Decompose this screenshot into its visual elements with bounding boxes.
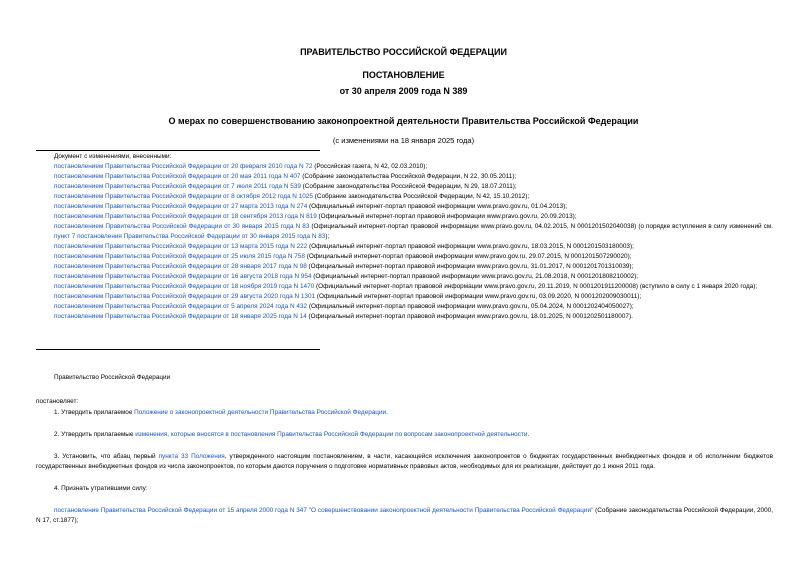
amendment-link[interactable]: постановлением Правительства Российской Федерации от 18 ноября 2019 года N 1470 — [54, 283, 315, 290]
amendment-item — [36, 172, 773, 182]
amendment-source: (Официальный интернет-портал правовой информации www.pravo.gov.ru, 18.01.2025, N 0001202501180007). — [306, 313, 633, 320]
amendment-link[interactable]: постановлением Правительства Российской Федерации от 29 августа 2020 года N 1301 — [54, 293, 316, 300]
amendment-item — [36, 312, 773, 322]
amendment-source: (Официальный интернет-портал правовой информации www.pravo.gov.ru, 05.04.2024, N 0001202404050027); — [307, 303, 634, 310]
amendment-item — [36, 272, 773, 282]
government-heading: ПРАВИТЕЛЬСТВО РОССИЙСКОЙ ФЕДЕРАЦИИ — [300, 47, 507, 57]
amendment-link[interactable]: постановлением Правительства Российской Федерации от 7 июля 2011 года N 539 — [54, 183, 301, 190]
amendment-item — [36, 302, 773, 312]
amendment-source: (Официальный интернет-портал правовой информации www.pravo.gov.ru, 20.09.2013); — [316, 213, 577, 220]
document-type: ПОСТАНОВЛЕНИЕ — [362, 70, 445, 80]
resolution-body — [36, 373, 773, 526]
amendment-source: (Официальный интернет-портал правовой информации www.pravo.gov.ru, 29.07.2015, N 0001201507290020); — [304, 253, 632, 260]
amendment-item — [36, 262, 773, 272]
paragraph-4: 4. Признать утратившими силу: — [54, 485, 148, 492]
amendment-item — [36, 182, 773, 192]
amendment-link[interactable]: постановлением Правительства Российской Федерации от 25 июля 2015 года N 758 — [54, 253, 305, 260]
document-title: О мерах по совершенствованию законопроектной деятельности Правительства Российской Федерации — [168, 116, 639, 126]
amendment-item — [36, 252, 773, 262]
amendment-item — [36, 202, 773, 212]
amendment-source: (Официальный интернет-портал правовой информации www.pravo.gov.ru, 20.11.2019, N 0001201911200008) (вступило в силу с 1 января 2020 года); — [314, 283, 758, 290]
amendment-item — [36, 212, 773, 222]
amendment-link[interactable]: постановлением Правительства Российской Федерации от 20 февраля 2010 года N 72 — [54, 163, 313, 170]
amendment-source: (Официальный интернет-портал правовой информации www.pravo.gov.ru, 31.01.2017, N 0001201701310039); — [306, 263, 634, 270]
paragraph-1-link[interactable]: Положение о законопроектной деятельности Правительства Российской Федерации — [134, 409, 387, 416]
amendments-list — [36, 152, 773, 322]
amendment-item — [36, 222, 773, 242]
amendment-link[interactable]: постановлением Правительства Российской Федерации от 5 апреля 2024 года N 432 — [54, 303, 308, 310]
amendment-link[interactable]: постановлением Правительства Российской Федерации от 18 января 2025 года N 14 — [54, 313, 307, 320]
amendment-source: (Официальный интернет-портал правовой информации www.pravo.gov.ru, 03.09.2020, N 0001202009030011); — [315, 293, 642, 300]
top-divider — [36, 150, 320, 151]
amendment-link[interactable]: постановлением Правительства Российской Федерации от 8 октября 2012 года N 1025 — [54, 193, 313, 200]
paragraph-1: 1. Утвердить прилагаемое Положение о законопроектной деятельности Правительства Российской Федерации. — [54, 409, 388, 416]
amendments-intro: Документ с изменениями, внесенными: — [54, 153, 172, 160]
paragraph-3: 3. Установить, что абзац первый пункта 33 Положения, утвержденного настоящим постановлением, в части, касающейся исключения законопроектов о бюджетах государственных внебюджетных фондов и об исполнении бюджетов государственных внебюджетных фондов из числа законопроектов, по которым даются поручения о подготовке нормативных правовых актов, необходимых для их реализации, действует до 1 июня 2011 года. — [36, 453, 773, 470]
amendment-item — [36, 192, 773, 202]
amendment-item — [36, 282, 773, 292]
amendment-source: (Официальный интернет-портал правовой информации www.pravo.gov.ru, 21.08.2018, N 0001201808210002); — [311, 273, 639, 280]
amendment-link[interactable]: постановлением Правительства Российской Федерации от 27 марта 2013 года N 274 — [54, 203, 308, 210]
amendment-effective-link[interactable]: пункт 7 постановления Правительства Российской Федерации от 30 января 2015 года N 83 — [54, 233, 326, 240]
issuer: Правительство Российской Федерации — [54, 374, 171, 381]
amendment-link[interactable]: постановлением Правительства Российской Федерации от 20 мая 2011 года N 407 — [54, 173, 301, 180]
paragraph-3-link[interactable]: пункта 33 Положения — [158, 453, 225, 460]
amendment-item — [36, 242, 773, 252]
amendment-link[interactable]: постановлением Правительства Российской Федерации от 28 января 2017 года N 98 — [54, 263, 307, 270]
bottom-divider — [36, 349, 320, 350]
amendment-source: (Официальный интернет-портал правовой информации www.pravo.gov.ru, 01.04.2013); — [307, 203, 568, 210]
repealed-act-link[interactable]: постановление Правительства Российской Федерации от 15 апреля 2000 года N 347 "О совершенствовании законопроектной деятельности Правительства Российской Федерации" — [54, 507, 594, 514]
amendment-link[interactable]: постановлением Правительства Российской Федерации от 18 сентября 2013 года N 819 — [54, 213, 317, 220]
amendment-source: (Официальный интернет-портал правовой информации www.pravo.gov.ru, 18.03.2015, N 0001201503180003); — [307, 243, 634, 250]
document-date-number: от 30 апреля 2009 года N 389 — [339, 86, 468, 96]
amendment-item — [36, 162, 773, 172]
amendment-source: (Собрание законодательства Российской Федерации, N 42, 15.10.2012); — [312, 193, 530, 200]
paragraph-2: 2. Утвердить прилагаемые изменения, которые вносятся в постановления Правительства Российской Федерации по вопросам законопроектной деятельности. — [54, 431, 530, 438]
amendment-source: (Официальный интернет-портал правовой информации www.pravo.gov.ru, 04.02.2015, N 0001201502040038) (о порядке вступления в силу изменений см. — [309, 223, 773, 230]
amendment-source: (Собрание законодательства Российской Федерации, N 22, 30.05.2011); — [300, 173, 517, 180]
amendment-source: (Российская газета, N 42, 02.03.2010); — [312, 163, 428, 170]
amendment-source-tail: ); — [325, 233, 330, 240]
amendment-link[interactable]: постановлением Правительства Российской Федерации от 16 августа 2018 года N 954 — [54, 273, 312, 280]
amendment-source: (Собрание законодательства Российской Федерации, N 29, 18.07.2011); — [300, 183, 517, 190]
resolves-word: постановляет: — [36, 398, 79, 405]
paragraph-5: постановление Правительства Российской Федерации от 15 апреля 2000 года N 347 "О совершенствовании законопроектной деятельности Правительства Российской Федерации" (Собрание законодательства Российской Федерации, 2000, N 17, ст.1877); — [36, 507, 773, 524]
paragraph-2-link[interactable]: изменения, которые вносятся в постановления Правительства Российской Федерации по вопросам законопроектной деятельности — [135, 431, 528, 438]
amendment-link[interactable]: постановлением Правительства Российской Федерации от 30 января 2015 года N 83 — [54, 223, 310, 230]
amendment-link[interactable]: постановлением Правительства Российской Федерации от 13 марта 2015 года N 222 — [54, 243, 308, 250]
revision-note: (с изменениями на 18 января 2025 года) — [332, 136, 475, 145]
amendment-item — [36, 292, 773, 302]
